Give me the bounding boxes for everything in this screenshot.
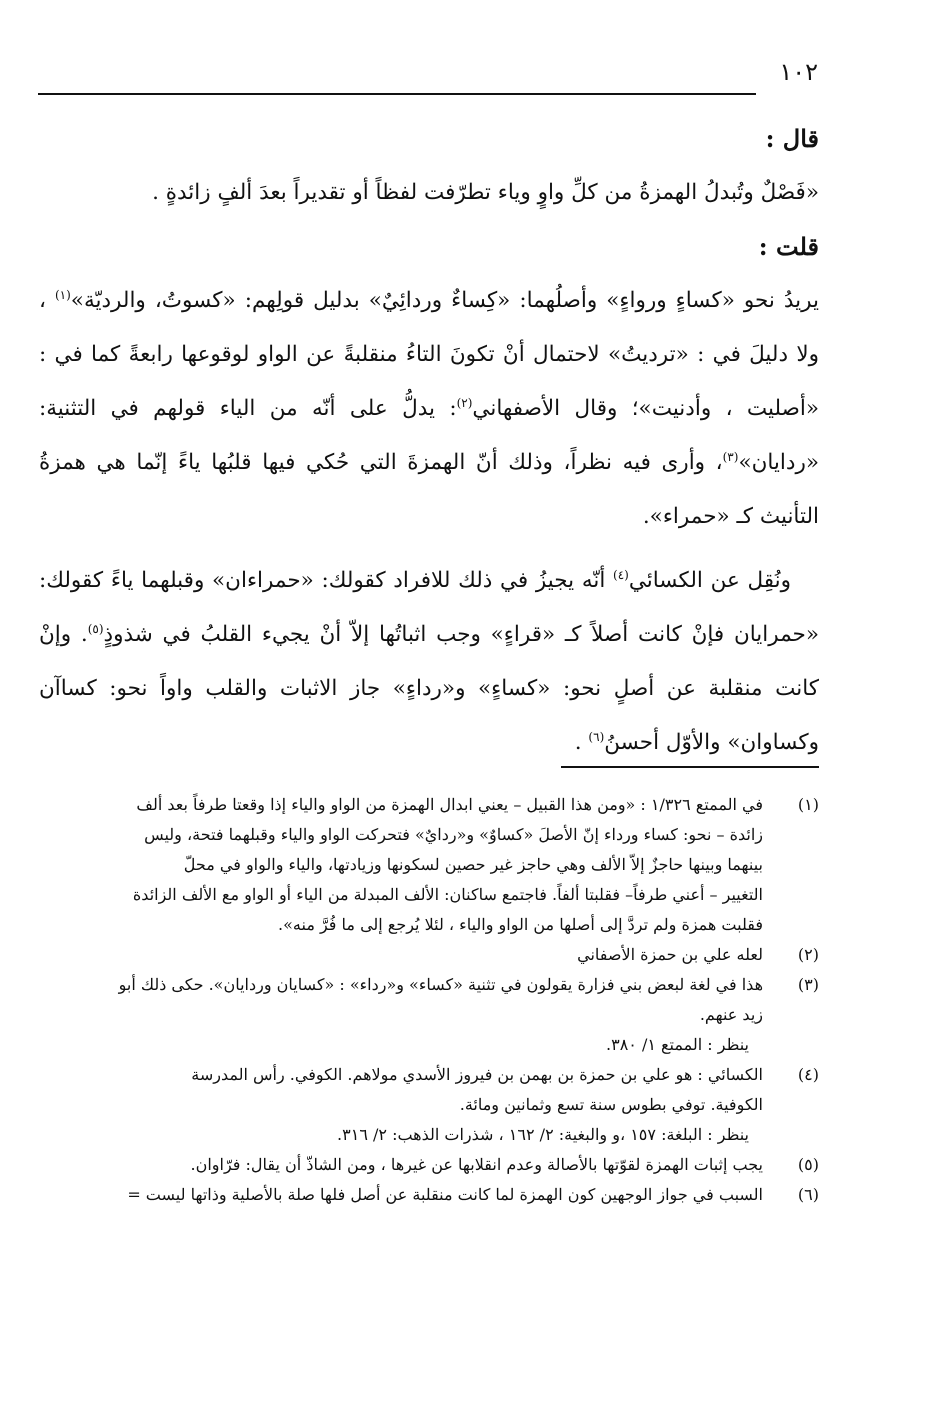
footnote-number: (٤) [797,1065,819,1084]
footnote-4 [39,1060,819,1150]
footnote-ref-5: (٥) [87,621,104,636]
footnote-ref-2: (٢) [456,395,473,410]
page-number: ١٠٢ [779,58,818,86]
footnote-body [39,970,763,1060]
footnote-line: زيد عنهم. [699,1005,763,1024]
footnote-line: في الممتع ١/٣٢٦ : «ومن هذا القبيل – يعني ابدال الهمزة من الواو والياء إذا وقعتا طرفاً بعد ألف [136,795,763,814]
footnote-line: السبب في جواز الوجهين كون الهمزة لما كانت منقلبة عن أصل فلها صلة بالأصلية وذاتها ليست = [127,1185,763,1204]
footnote-line: هذا في لغة لبعض بني فزارة يقولون في تثنية «كساء» و«رداء» : «كسايان وردايان». حكى ذلك أبو [118,975,763,994]
paragraph-2 [39,554,819,770]
footnote-5 [39,1150,819,1180]
footnote-line: بينهما وبينها حاجزٌ إلاّ الألف وهي حاجز غير حصين لسكونها وزيادتها، والياء والواو في محلّ [183,855,763,874]
footnote-3 [39,970,819,1060]
paragraph-1 [39,274,819,544]
footnotes [39,790,819,1210]
footnote-body [39,790,763,940]
footnote-6 [39,1180,819,1210]
paragraph-2-text-c: . وإنْ كانت منقلبة عن أصلٍ نحو: «كساءٍ» و«رداءٍ» جاز الاثبات والقلب واواً نحو: كساآن وكساوان» والأوّل أحسنُ [39,622,819,755]
footnote-body [39,940,763,970]
paragraph-1-text-b: ، ولا دليلَ في : «ترديتُ» لاحتمال أنْ تكونَ التاءُ منقلبةً عن الواو لوقوعها رابعةً كما في : «أصليت ، وأدنيت»؛ وقال الأصفهاني [39,288,819,421]
paragraph-2-text-a: ونُقِل عن الكسائي [628,568,791,593]
footnote-1 [39,790,819,940]
footnote-line: الكوفية. توفي بطوس سنة تسع وثمانين ومائة. [459,1095,763,1114]
footnote-ref-4: (٤) [613,567,629,582]
qala-label: قال : [765,124,819,153]
footnote-reference-line: ينظر : البلغة: ١٥٧ ،و والبغية: ٢/ ١٦٢ ، شذرات الذهب: ٢/ ٣١٦. [337,1125,749,1144]
qultu-label: قلت : [758,232,819,261]
footnote-line: التغيير – أعني طرفاً– فقلبتا ألفاً. فاجتمع ساكنان: الألف المبدلة من الياء أو الواو مع الألف الزائدة [132,885,763,904]
footnote-separator [561,766,819,768]
footnote-body [39,1060,763,1150]
header-rule [38,93,756,95]
footnote-number: (٥) [797,1155,819,1174]
footnote-body [39,1150,763,1180]
footnote-line: يجب إثبات الهمزة لقوّتها بالأصالة وعدم انقلابها عن غيرها ، ومن الشاذّ أن يقال: فرّاوان. [190,1155,763,1174]
footnote-ref-1: (١) [54,287,71,302]
footnote-line: زائدة – نحو: كساء ورداء إنّ الأصلَ «كساوٌ» و«ردايٌ» فتحركت الواو والياء وقبلهما فتحة، وليس [144,825,763,844]
footnote-ref-3: (٣) [722,449,739,464]
footnote-line: فقلبت همزة ولم تردَّ إلى أصلها من الواو والياء ، لئلا يُرجع إلى ما فُرَّ منه». [278,915,763,934]
footnote-2 [39,940,819,970]
paragraph-1-text-a: يريدُ نحو «كساءٍ ورواءٍ» وأصلُهما: «كِساءٌ وردائِيٌ» بدليل قولِهم: «كسوتُ، والرديّة» [70,288,819,313]
footnote-ref-6: (٦) [588,729,605,744]
main-text [39,112,819,770]
footnote-number: (٢) [797,945,819,964]
footnote-reference-line: ينظر : الممتع ١/ ٣٨٠. [606,1035,749,1054]
paragraph-2-text-b: أنّه يجيزُ في ذلك للافراد كقولك: «حمراءان» وقبلهما ياءً كقولك: «حمرايان فإنْ كانت أصلاً كـ «قراءٍ» وجب اثباتُها إلاّ أنْ يجيء القلبُ في شذوذٍ [39,568,819,647]
footnote-number: (٣) [797,975,819,994]
paragraph-2-text-d: . [574,730,589,755]
footnote-number: (١) [797,795,819,814]
footnote-line: الكسائي : هو علي بن حمزة بن بهمن بن فيروز الأسدي مولاهم. الكوفي. رأس المدرسة [191,1065,763,1084]
quoted-text: «فَصْلٌ وتُبدلُ الهمزةُ من كلِّ واوٍ وياء تطرّفت لفظاً أو تقديراً بعدَ ألفٍ زائدةٍ . [152,180,819,205]
footnote-line: لعله علي بن حمزة الأصفاني [577,945,763,964]
paragraph-1-text-c: : يدلُّ على أنّه من الياء قولهم في التثنية: «ردايان» [39,396,819,475]
paragraph-1-text-d: ، وأرى فيه نظراً، وذلك أنّ الهمزةَ التي حُكي فيها قلبُها ياءً إنّما هي همزةُ التأنيث كـ «حمراء». [39,450,819,529]
footnote-number: (٦) [797,1185,819,1204]
footnote-body [39,1180,763,1210]
